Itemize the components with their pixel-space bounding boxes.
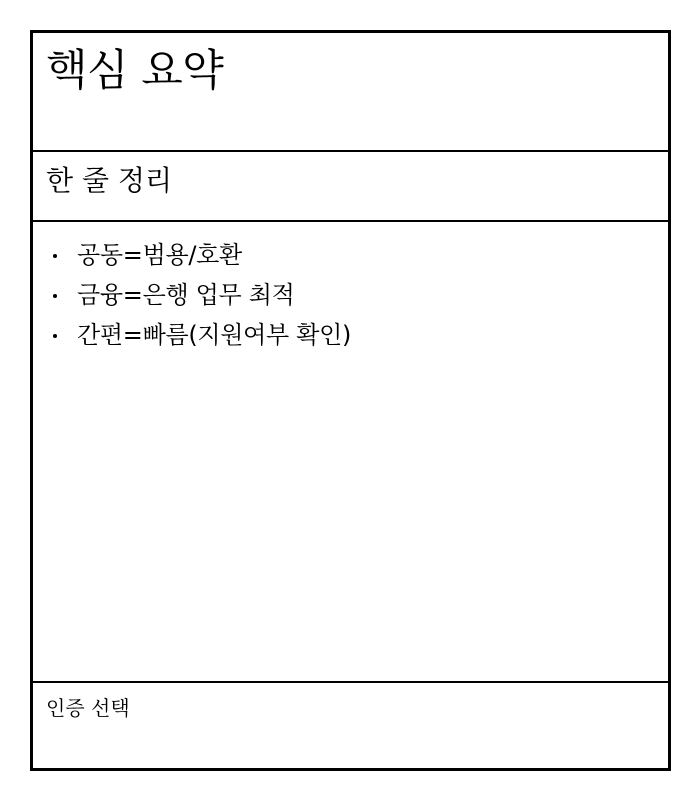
subtitle-section: [33, 152, 668, 222]
footer-note: 인증 선택: [46, 696, 130, 720]
bullet-list: [33, 240, 668, 360]
list-item-text: 공동=범용/호환: [77, 241, 242, 269]
bullet-dot-icon: [53, 254, 57, 258]
list-item-text: 금융=은행 업무 최적: [77, 281, 295, 309]
section-subtitle: 한 줄 정리: [46, 164, 172, 197]
list-item: [33, 320, 668, 360]
title-section: [33, 33, 668, 152]
summary-card: [30, 30, 671, 771]
list-item: [33, 240, 668, 280]
footer-section: [33, 683, 668, 768]
page-title: 핵심 요약: [46, 46, 224, 96]
bullet-dot-icon: [53, 334, 57, 338]
list-item: [33, 280, 668, 320]
list-item-text: 간편=빠름(지원여부 확인): [77, 321, 352, 349]
bullet-list-section: [33, 222, 668, 683]
bullet-dot-icon: [53, 294, 57, 298]
